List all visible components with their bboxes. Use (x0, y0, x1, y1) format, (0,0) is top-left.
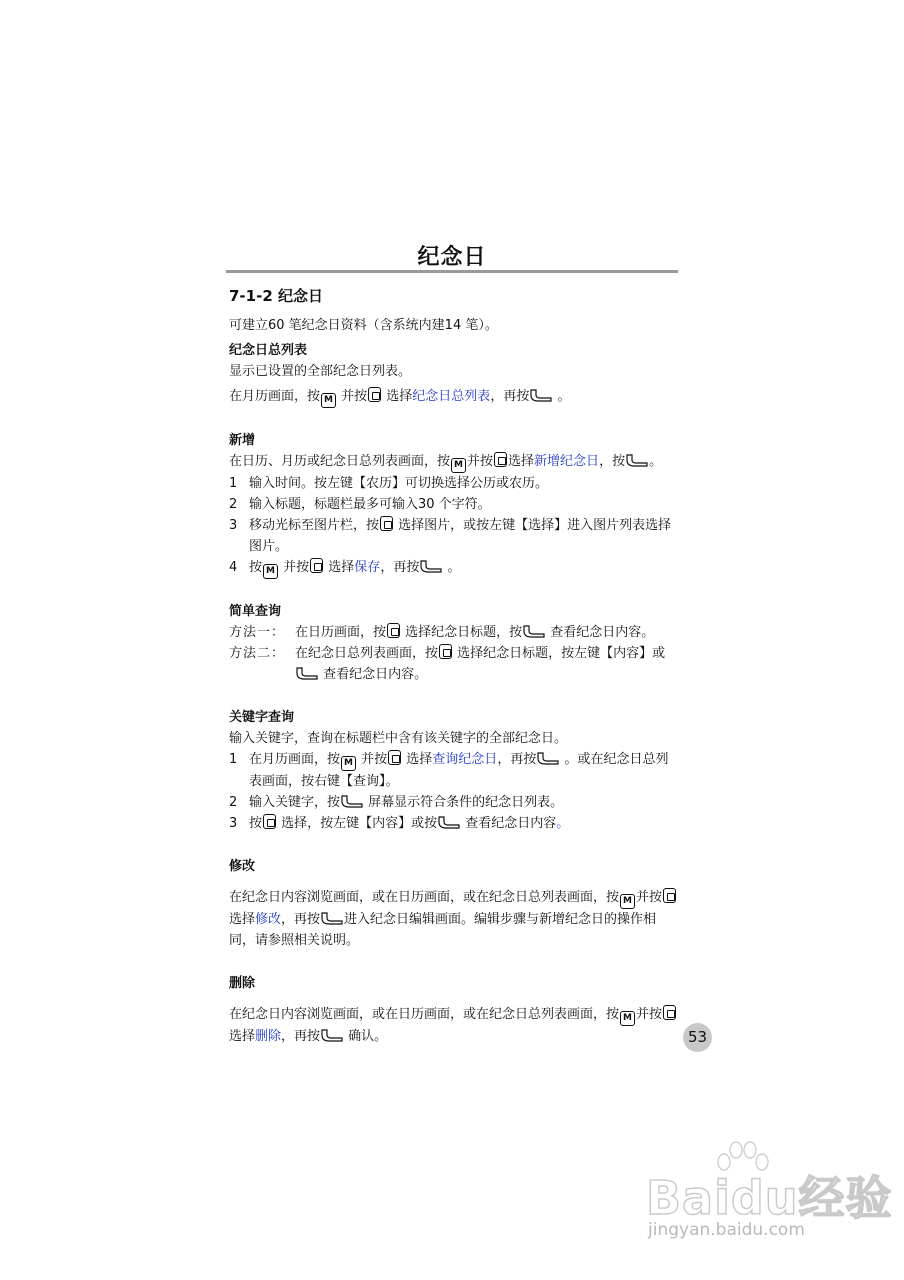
menu-key-icon: M (321, 393, 336, 408)
call-key-icon (420, 560, 442, 573)
list-desc: 显示已设置的全部纪念日列表。 (229, 364, 412, 379)
intro-text: 可建立60 笔纪念日资料（含系统内建14 笔）。 (229, 318, 498, 333)
query-link: 查询纪念日 (432, 752, 498, 767)
add-step: 1 输入时间。按左键【农历】可切换选择公历或农历。 (229, 476, 549, 491)
keyword-step: 1 在月历画面，按 M 并按 选择查询纪念日，再按 。或在纪念日总列表画面，按右键【查询】。 (229, 752, 669, 789)
nav-key-icon (388, 750, 401, 765)
call-key-icon (438, 816, 460, 829)
title-divider (226, 270, 678, 273)
page-title: 纪念日 (417, 245, 487, 270)
nav-key-icon (263, 814, 276, 829)
section-heading: 7-1-2 纪念日 (229, 287, 323, 305)
watermark-url: jingyan.baidu.com (648, 1220, 805, 1240)
keyword-desc: 输入关键字，查询在标题栏中含有该关键字的全部纪念日。 (229, 731, 568, 746)
modify-link: 修改 (255, 912, 282, 927)
method-one: 方法一： 在日历画面，按 选择纪念日标题，按 查看纪念日内容。 (229, 625, 655, 640)
add-heading: 新增 (229, 433, 256, 448)
call-key-icon (321, 1029, 343, 1042)
add-link: 新增纪念日 (534, 454, 600, 469)
simple-search-heading: 简单查询 (229, 604, 282, 619)
keyword-search-heading: 关键字查询 (229, 710, 295, 725)
list-heading: 纪念日总列表 (229, 343, 308, 358)
modify-heading: 修改 (229, 859, 256, 874)
call-key-icon (626, 454, 648, 467)
watermark-logo: Baidu经验 (646, 1171, 893, 1225)
nav-key-icon (387, 623, 400, 638)
add-step: 2 输入标题，标题栏最多可输入30 个字符。 (229, 497, 491, 512)
delete-link: 删除 (255, 1029, 282, 1044)
call-key-icon (537, 752, 559, 765)
add-step: 4 按 M 并按 选择保存，再按 。 (229, 557, 681, 579)
method-two: 方法二： 在纪念日总列表画面，按 选择纪念日标题，按左键【内容】或 查看纪念日内容。 (229, 646, 666, 682)
baidu-watermark (640, 1140, 893, 1260)
page-content (229, 286, 681, 1047)
save-link: 保存 (354, 560, 381, 575)
modify-text: 在纪念日内容浏览画面，或在日历画面，或在纪念日总列表画面，按 M 并按选择修改，再按 进入纪念日编辑画面。编辑步骤与新增纪念日的操作相同，请参照相关说明。 (229, 887, 681, 951)
menu-key-icon: M (620, 1011, 635, 1026)
keyword-step: 2 输入关键字，按 屏幕显示符合条件的纪念日列表。 (229, 795, 564, 810)
call-key-icon (530, 389, 552, 402)
menu-key-icon: M (263, 564, 278, 579)
delete-heading: 删除 (229, 976, 256, 991)
nav-key-icon (663, 888, 676, 903)
call-key-icon (341, 795, 363, 808)
delete-text: 在纪念日内容浏览画面，或在日历画面，或在纪念日总列表画面，按 M 并按 选择删除，再按 确认。 (229, 1004, 681, 1047)
menu-key-icon: M (620, 894, 635, 909)
nav-key-icon (310, 558, 323, 573)
nav-key-icon (663, 1005, 676, 1020)
add-step: 3 移动光标至图片栏，按 选择图片，或按左键【选择】进入图片列表选择图片。 (229, 518, 672, 554)
add-instruction: 在日历、月历或纪念日总列表画面，按 M 并按 选择新增纪念日，按 。 (229, 451, 681, 473)
list-link: 纪念日总列表 (412, 389, 491, 404)
call-key-icon (523, 625, 545, 638)
call-key-icon (296, 667, 318, 680)
page-number: 53 (683, 1023, 712, 1052)
nav-key-icon (494, 452, 507, 467)
list-instruction: 在月历画面，按 M 并按 选择纪念日总列表，再按 。 (229, 386, 681, 408)
nav-key-icon (439, 644, 452, 659)
nav-key-icon (368, 387, 381, 402)
menu-key-icon: M (341, 756, 356, 771)
call-key-icon (321, 912, 343, 925)
menu-key-icon: M (451, 458, 466, 473)
keyword-step: 3 按 选择，按左键【内容】或按 查看纪念日内容。 (229, 816, 570, 831)
nav-key-icon (380, 516, 393, 531)
